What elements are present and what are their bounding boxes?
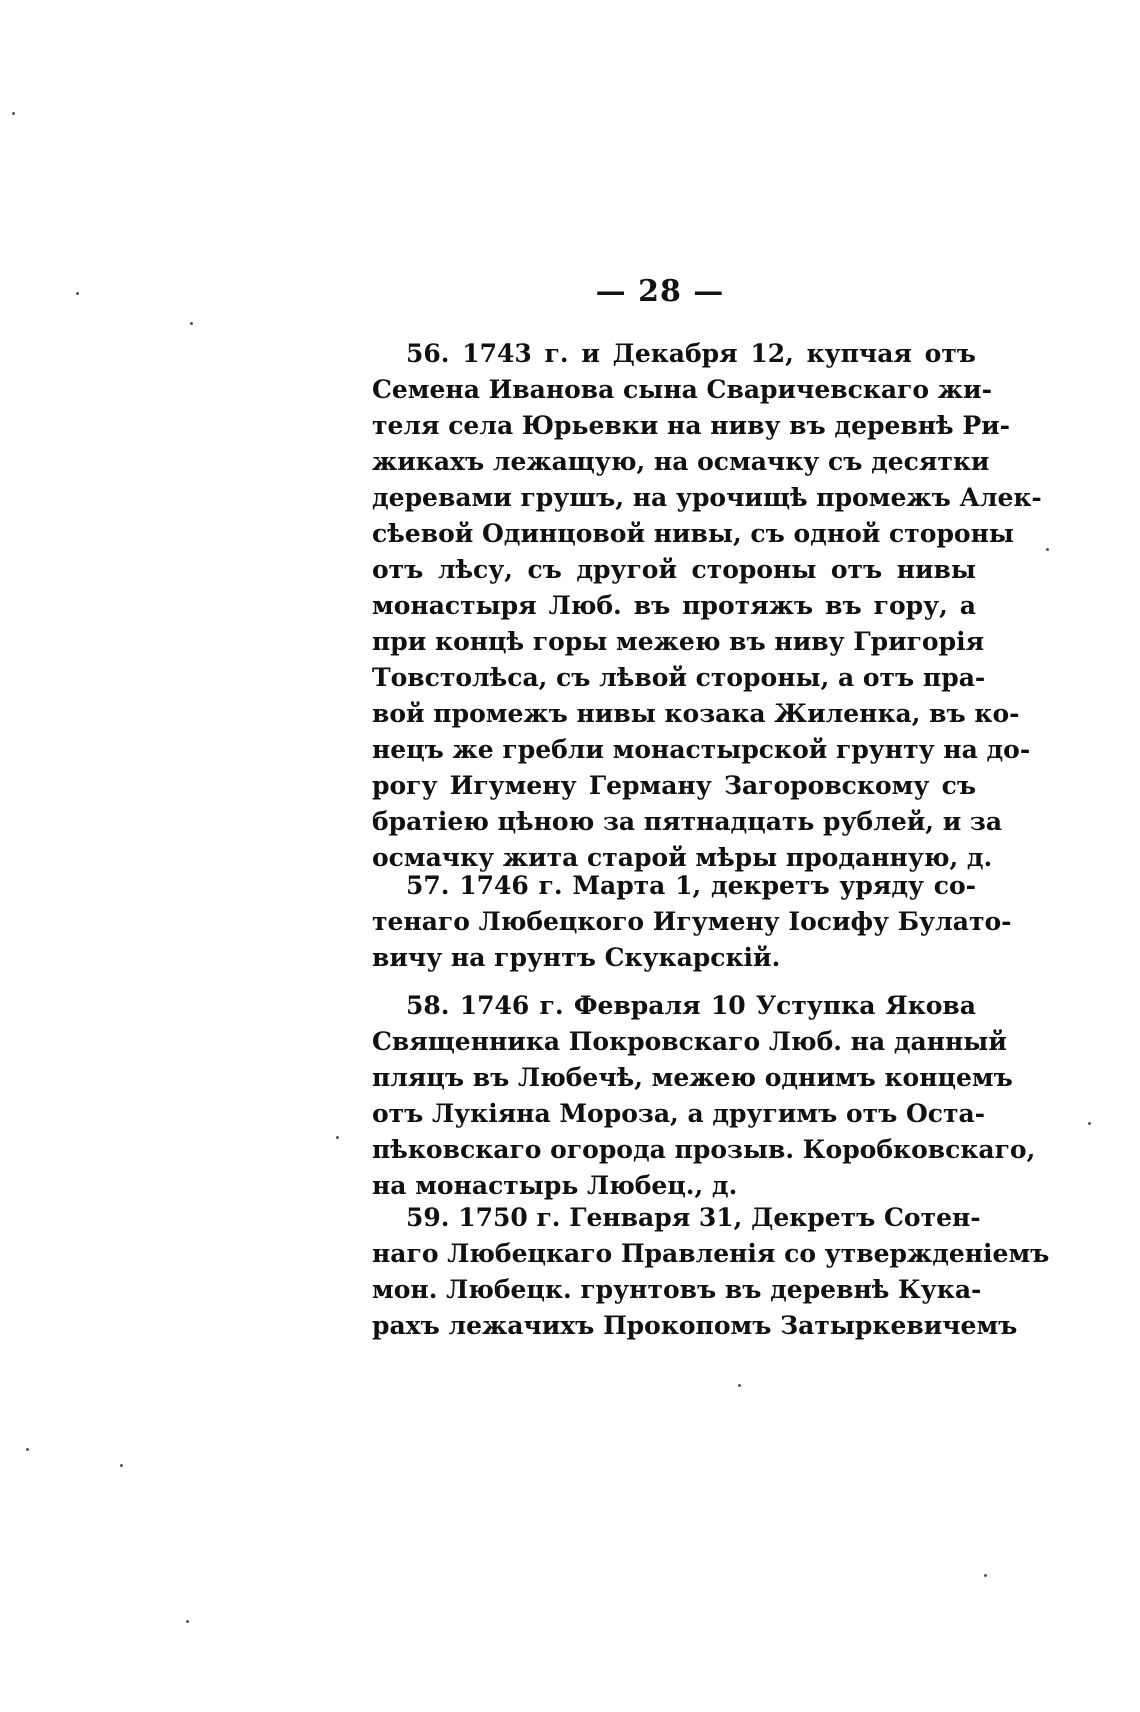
text-line: братіею цѣною за пятнадцать рублей, и за — [372, 807, 1003, 836]
text-line: пляцъ въ Любечѣ, межею однимъ концемъ — [372, 1063, 1013, 1092]
text-line: рогу Игумену Герману Загоровскому съ — [372, 771, 976, 800]
scan-speck — [984, 1574, 987, 1577]
text-line: нецъ же гребли монастырской грунту на до- — [372, 735, 1031, 764]
entry-59 — [372, 1200, 1050, 1344]
text-line: монастыря Люб. въ протяжъ въ гору, а — [372, 591, 976, 620]
text-line: тенаго Любецкого Игумену Іосифу Булато- — [372, 907, 1012, 936]
page-number: — 28 — — [595, 274, 725, 309]
text-line: 58. 1746 г. Февраля 10 Уступка Якова — [406, 991, 976, 1020]
entry-56 — [372, 336, 1042, 876]
scan-speck — [120, 1464, 123, 1467]
scan-speck — [186, 1620, 189, 1623]
scan-speck — [76, 292, 79, 295]
text-line: теля села Юрьевки на ниву въ деревнѣ Ри- — [372, 411, 1011, 440]
text-line: Семена Иванова сына Сваричевскаго жи- — [372, 375, 992, 404]
scan-speck — [190, 322, 193, 325]
text-line: мон. Любецк. грунтовъ въ деревнѣ Кука- — [372, 1275, 982, 1304]
text-line: 59. 1750 г. Генваря 31, Декретъ Сотен- — [406, 1203, 981, 1232]
scan-speck — [738, 1384, 741, 1387]
scan-speck — [1046, 548, 1049, 551]
text-line: Товстолѣса, съ лѣвой стороны, а отъ пра- — [372, 663, 986, 692]
text-line: отъ Лукіяна Мороза, а другимъ отъ Оста- — [372, 1099, 986, 1128]
text-line: рахъ лежачихъ Прокопомъ Затыркевичемъ — [372, 1311, 1018, 1340]
scan-speck — [12, 112, 15, 115]
text-line: сѣевой Одинцовой нивы, съ одной стороны — [372, 519, 1014, 548]
text-line: на монастырь Любец., д. — [372, 1171, 738, 1200]
entry-58 — [372, 988, 1036, 1204]
text-line: 56. 1743 г. и Декабря 12, купчая отъ — [406, 339, 976, 368]
text-line: Священника Покровскаго Люб. на данный — [372, 1027, 1007, 1056]
text-line: пѣковскаго огорода прозыв. Коробковскаго, — [372, 1135, 1036, 1164]
text-line: наго Любецкаго Правленія со утвержденіемъ — [372, 1239, 1050, 1268]
text-line: осмачку жита старой мѣры проданную, д. — [372, 843, 993, 872]
scan-speck — [336, 1136, 339, 1139]
scan-speck — [26, 1448, 29, 1451]
text-line: 57. 1746 г. Марта 1, декретъ уряду со- — [406, 871, 976, 900]
text-line: отъ лѣсу, съ другой стороны отъ нивы — [372, 555, 976, 584]
text-line: жикахъ лежащую, на осмачку съ десятки — [372, 447, 990, 476]
text-line: при концѣ горы межею въ ниву Григорія — [372, 627, 985, 656]
text-line: деревами грушъ, на урочищѣ промежъ Алек- — [372, 483, 1042, 512]
entry-57 — [372, 868, 1012, 976]
text-line: вой промежъ нивы козака Жиленка, въ ко- — [372, 699, 1020, 728]
text-line: вичу на грунтъ Скукарскій. — [372, 943, 781, 972]
scan-speck — [1088, 1122, 1091, 1125]
